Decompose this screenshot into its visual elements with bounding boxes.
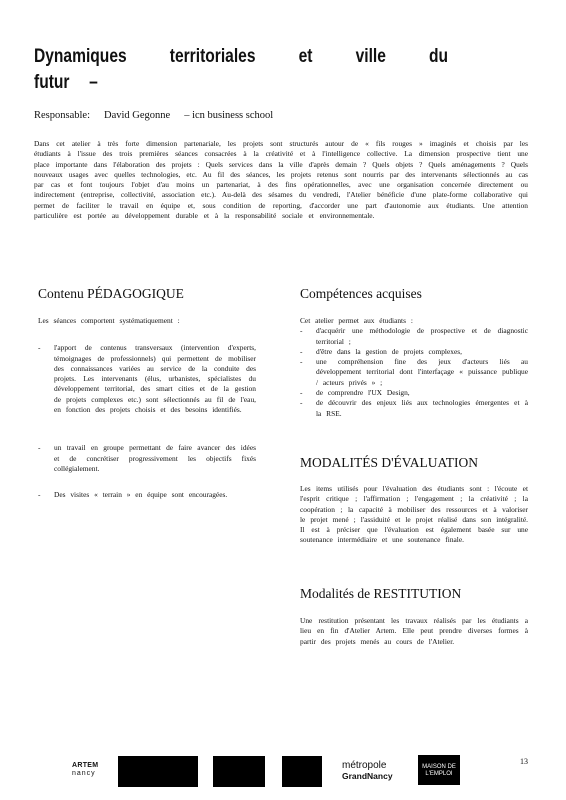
- list-item: - l'apport de contenus transversaux (intervention d'experts, témoignages de professionnels) qui permettent de mobiliser des connaissances variées au service de la conduite des projets. Les intervenants (élus, urbanistes, spécialistes du développement territorial, des smart cities et de la gestion de projets complexes etc.) sont sélectionnés au fil de l'eau, en fonction des projets choisis et des besoins identifiés.: [38, 343, 256, 415]
- title-word: Dynamiques: [34, 46, 127, 67]
- artem-logo: [72, 762, 98, 778]
- partner-logo: [418, 755, 460, 785]
- restitution-text: Une restitution présentant les travaux réalisés par les étudiants a lieu en fin d'Atelier Artem. Elle peut prendre diverses formes à partir des projets menés au cours de l'Atelier.: [300, 616, 528, 646]
- title-word: ville: [355, 46, 386, 67]
- section-heading-competences: Compétences acquises: [300, 286, 422, 301]
- list-item: - Des visites « terrain » en équipe sont encouragées.: [38, 490, 256, 500]
- page-title: [34, 44, 449, 96]
- list-item: - de comprendre l'UX Design,: [300, 388, 528, 398]
- responsible-label: Responsable:: [34, 110, 90, 121]
- competences-lead: Cet atelier permet aux étudiants :: [300, 316, 413, 325]
- section-heading-evaluation: MODALITÉS D'ÉVALUATION: [300, 455, 479, 470]
- list-item: - un travail en groupe permettant de faire avancer des idées et de concrétiser progressivement les objectifs fixés collégialement.: [38, 443, 256, 474]
- logo-block: [282, 756, 322, 787]
- intro-paragraph: Dans cet atelier à très forte dimension partenariale, les projets sont structurés autour de « fils rouges » imaginés et choisis par les étudiants à l'issue des trois premières séances consacrées à la créativité et à l'intelligence collective. La dimension prospective tient une place importante dans l'élaboration des projets : Quels services dans la ville d'après demain ? Quels objets ? Quels aménagements ? Quels nouveaux usages avec quelles technologies, etc. Au fil des séances, les projets retenus sont nourris par des intervenants sélectionnés au cas par cas et font toujours l'objet d'au moins un partenariat, à des fins opérationnelles, avec une organisation concernée directement ou indirectement (entreprise, collectivité, association etc.). Au-delà des sésames du vendredi, l'Atelier bénéficie d'une plate-forme collaborative qui permet de faciliter le travail en équipe et, sous condition de reporting, d'accorder une part d'autonomie aux étudiants. Une attention particulière est portée au développement durable et à la responsabilité sociale et environnementale.: [34, 139, 528, 221]
- competences-list: [300, 326, 528, 419]
- logo-block: [213, 756, 265, 787]
- section-heading-restitution: Modalités de RESTITUTION: [300, 586, 462, 601]
- list-item: - d'être dans la gestion de projets complexes,: [300, 347, 528, 357]
- contenu-section: [38, 316, 256, 501]
- metropole-logo-text: métropole: [342, 760, 387, 771]
- list-item: - d'acquérir une méthodologie de prospective et de diagnostic territorial ;: [300, 326, 528, 347]
- title-word: et: [298, 46, 313, 67]
- title-word: –: [89, 72, 98, 93]
- list-item: - de découvrir des enjeux liés aux technologies émergentes et à la RSE.: [300, 398, 528, 419]
- responsible-org: – icn business school: [184, 110, 274, 121]
- responsible-line: [34, 110, 273, 121]
- logo-block: [118, 756, 198, 787]
- grandnancy-logo-text: GrandNancy: [342, 771, 393, 781]
- artem-logo-subtext: nancy: [72, 770, 96, 777]
- evaluation-text: Les items utilisés pour l'évaluation des étudiants sont : l'écoute et l'esprit critique ; l'affirmation ; l'engagement ; la créativité ; la coopération ; la capacité à mobiliser des ressources et à valoriser le projet mené ; l'assiduité et le projet réalisé dans son intégralité. Il est à préciser que l'évaluation est également basée sur une soutenance intermédiaire et une soutenance finale.: [300, 484, 528, 545]
- contenu-lead: Les séances comportent systématiquement :: [38, 316, 180, 325]
- competences-section: [300, 316, 528, 419]
- responsible-name: David Gegonne: [104, 110, 171, 121]
- title-word: territoriales: [169, 46, 256, 67]
- contenu-list: [38, 343, 256, 500]
- partner-logo-text: MAISON DE L'EMPLOI: [422, 764, 456, 777]
- title-word: du: [429, 46, 449, 67]
- artem-logo-text: ARTEM: [72, 762, 99, 769]
- list-item: - une compréhension fine des jeux d'acteurs liés au développement territorial dont l'interfaçage « puissance publique / acteurs privés » ;: [300, 357, 528, 388]
- title-word: futur: [34, 72, 70, 93]
- section-heading-contenu: Contenu PÉDAGOGIQUE: [38, 286, 184, 301]
- page-number: 13: [520, 757, 528, 766]
- metropole-logo: [342, 760, 393, 782]
- footer-logos: [0, 756, 566, 786]
